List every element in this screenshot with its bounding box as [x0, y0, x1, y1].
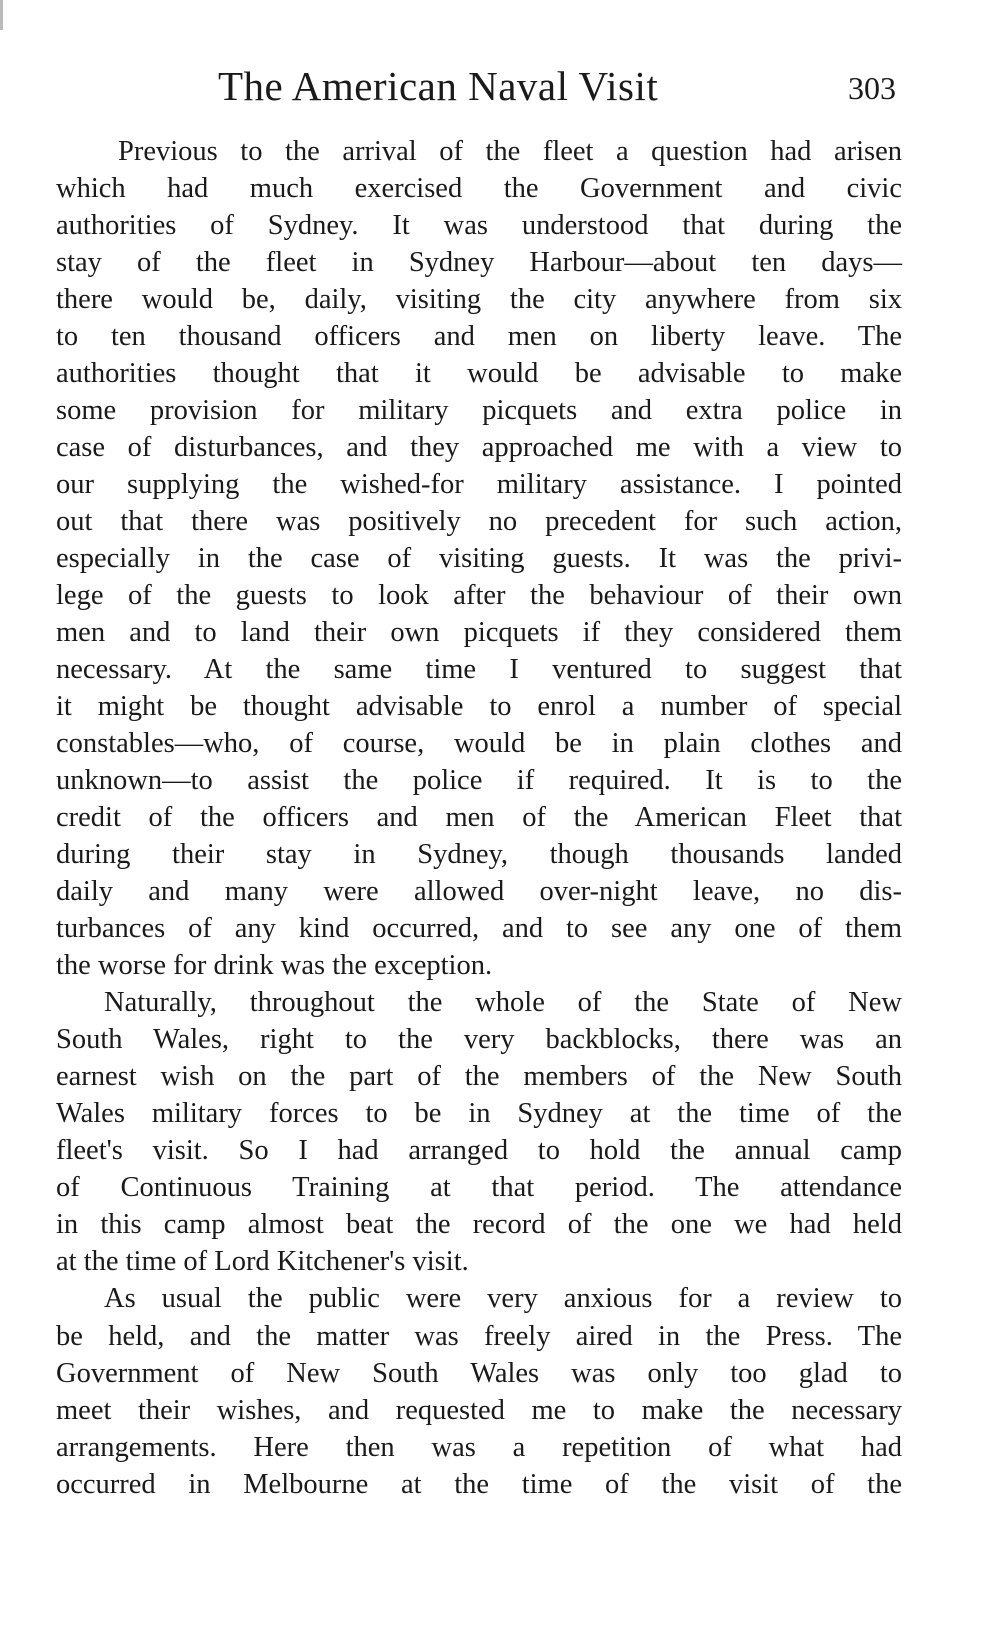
- text-line: meet their wishes, and requested me to make the necessary: [56, 1394, 902, 1426]
- text-line: at the time of Lord Kitchener's visit.: [56, 1246, 469, 1278]
- text-line: men and to land their own picquets if they considered them: [56, 617, 902, 649]
- text-line: out that there was positively no precedent for such action,: [56, 506, 902, 538]
- text-line: especially in the case of visiting guests. It was the privi-: [56, 543, 902, 575]
- text-line: constables—who, of course, would be in plain clothes and: [56, 728, 902, 760]
- text-line: be held, and the matter was freely aired in the Press. The: [56, 1320, 902, 1352]
- text-line: to ten thousand officers and men on liberty leave. The: [56, 321, 902, 353]
- text-line: arrangements. Here then was a repetition of what had: [56, 1431, 902, 1463]
- text-line: Previous to the arrival of the fleet a question had arisen: [118, 136, 902, 167]
- running-title: The American Naval Visit: [218, 63, 659, 109]
- text-line: credit of the officers and men of the American Fleet that: [56, 802, 902, 834]
- text-line: daily and many were allowed over-night leave, no dis-: [56, 876, 902, 908]
- text-line: some provision for military picquets and extra police in: [56, 395, 902, 427]
- text-line: which had much exercised the Government and civic: [56, 173, 902, 205]
- text-line: case of disturbances, and they approached me with a view to: [56, 432, 902, 464]
- text-line: our supplying the wished-for military assistance. I pointed: [56, 469, 902, 501]
- text-line: South Wales, right to the very backblocks, there was an: [56, 1024, 902, 1056]
- text-line: lege of the guests to look after the behaviour of their own: [56, 580, 902, 612]
- text-line: turbances of any kind occurred, and to see any one of them: [56, 913, 902, 945]
- text-line: fleet's visit. So I had arranged to hold the annual camp: [56, 1135, 902, 1167]
- text-line: it might be thought advisable to enrol a number of special: [56, 691, 902, 723]
- page-number: 303: [848, 70, 896, 106]
- text-line: earnest wish on the part of the members of the New South: [56, 1061, 902, 1093]
- text-line: authorities thought that it would be advisable to make: [56, 358, 902, 390]
- page-body-text: [56, 133, 902, 1503]
- text-line: Naturally, throughout the whole of the State of New: [104, 987, 902, 1019]
- text-line: unknown—to assist the police if required. It is to the: [56, 765, 902, 797]
- text-line: there would be, daily, visiting the city anywhere from six: [56, 284, 902, 316]
- scan-edge-mark: [0, 0, 3, 30]
- text-line: the worse for drink was the exception.: [56, 950, 493, 982]
- text-line: in this camp almost beat the record of the one we had held: [56, 1209, 902, 1241]
- text-line: Wales military forces to be in Sydney at the time of the: [56, 1098, 902, 1130]
- text-line: occurred in Melbourne at the time of the visit of the: [56, 1468, 902, 1500]
- text-line: authorities of Sydney. It was understood that during the: [56, 210, 902, 242]
- text-line: during their stay in Sydney, though thousands landed: [56, 839, 902, 871]
- text-line: As usual the public were very anxious for a review to: [104, 1283, 902, 1315]
- text-line: stay of the fleet in Sydney Harbour—about ten days—: [56, 247, 902, 279]
- running-header: [0, 62, 1000, 112]
- text-line: Government of New South Wales was only too glad to: [56, 1357, 902, 1389]
- text-line: necessary. At the same time I ventured to suggest that: [56, 654, 902, 686]
- text-line: of Continuous Training at that period. The attendance: [56, 1172, 902, 1204]
